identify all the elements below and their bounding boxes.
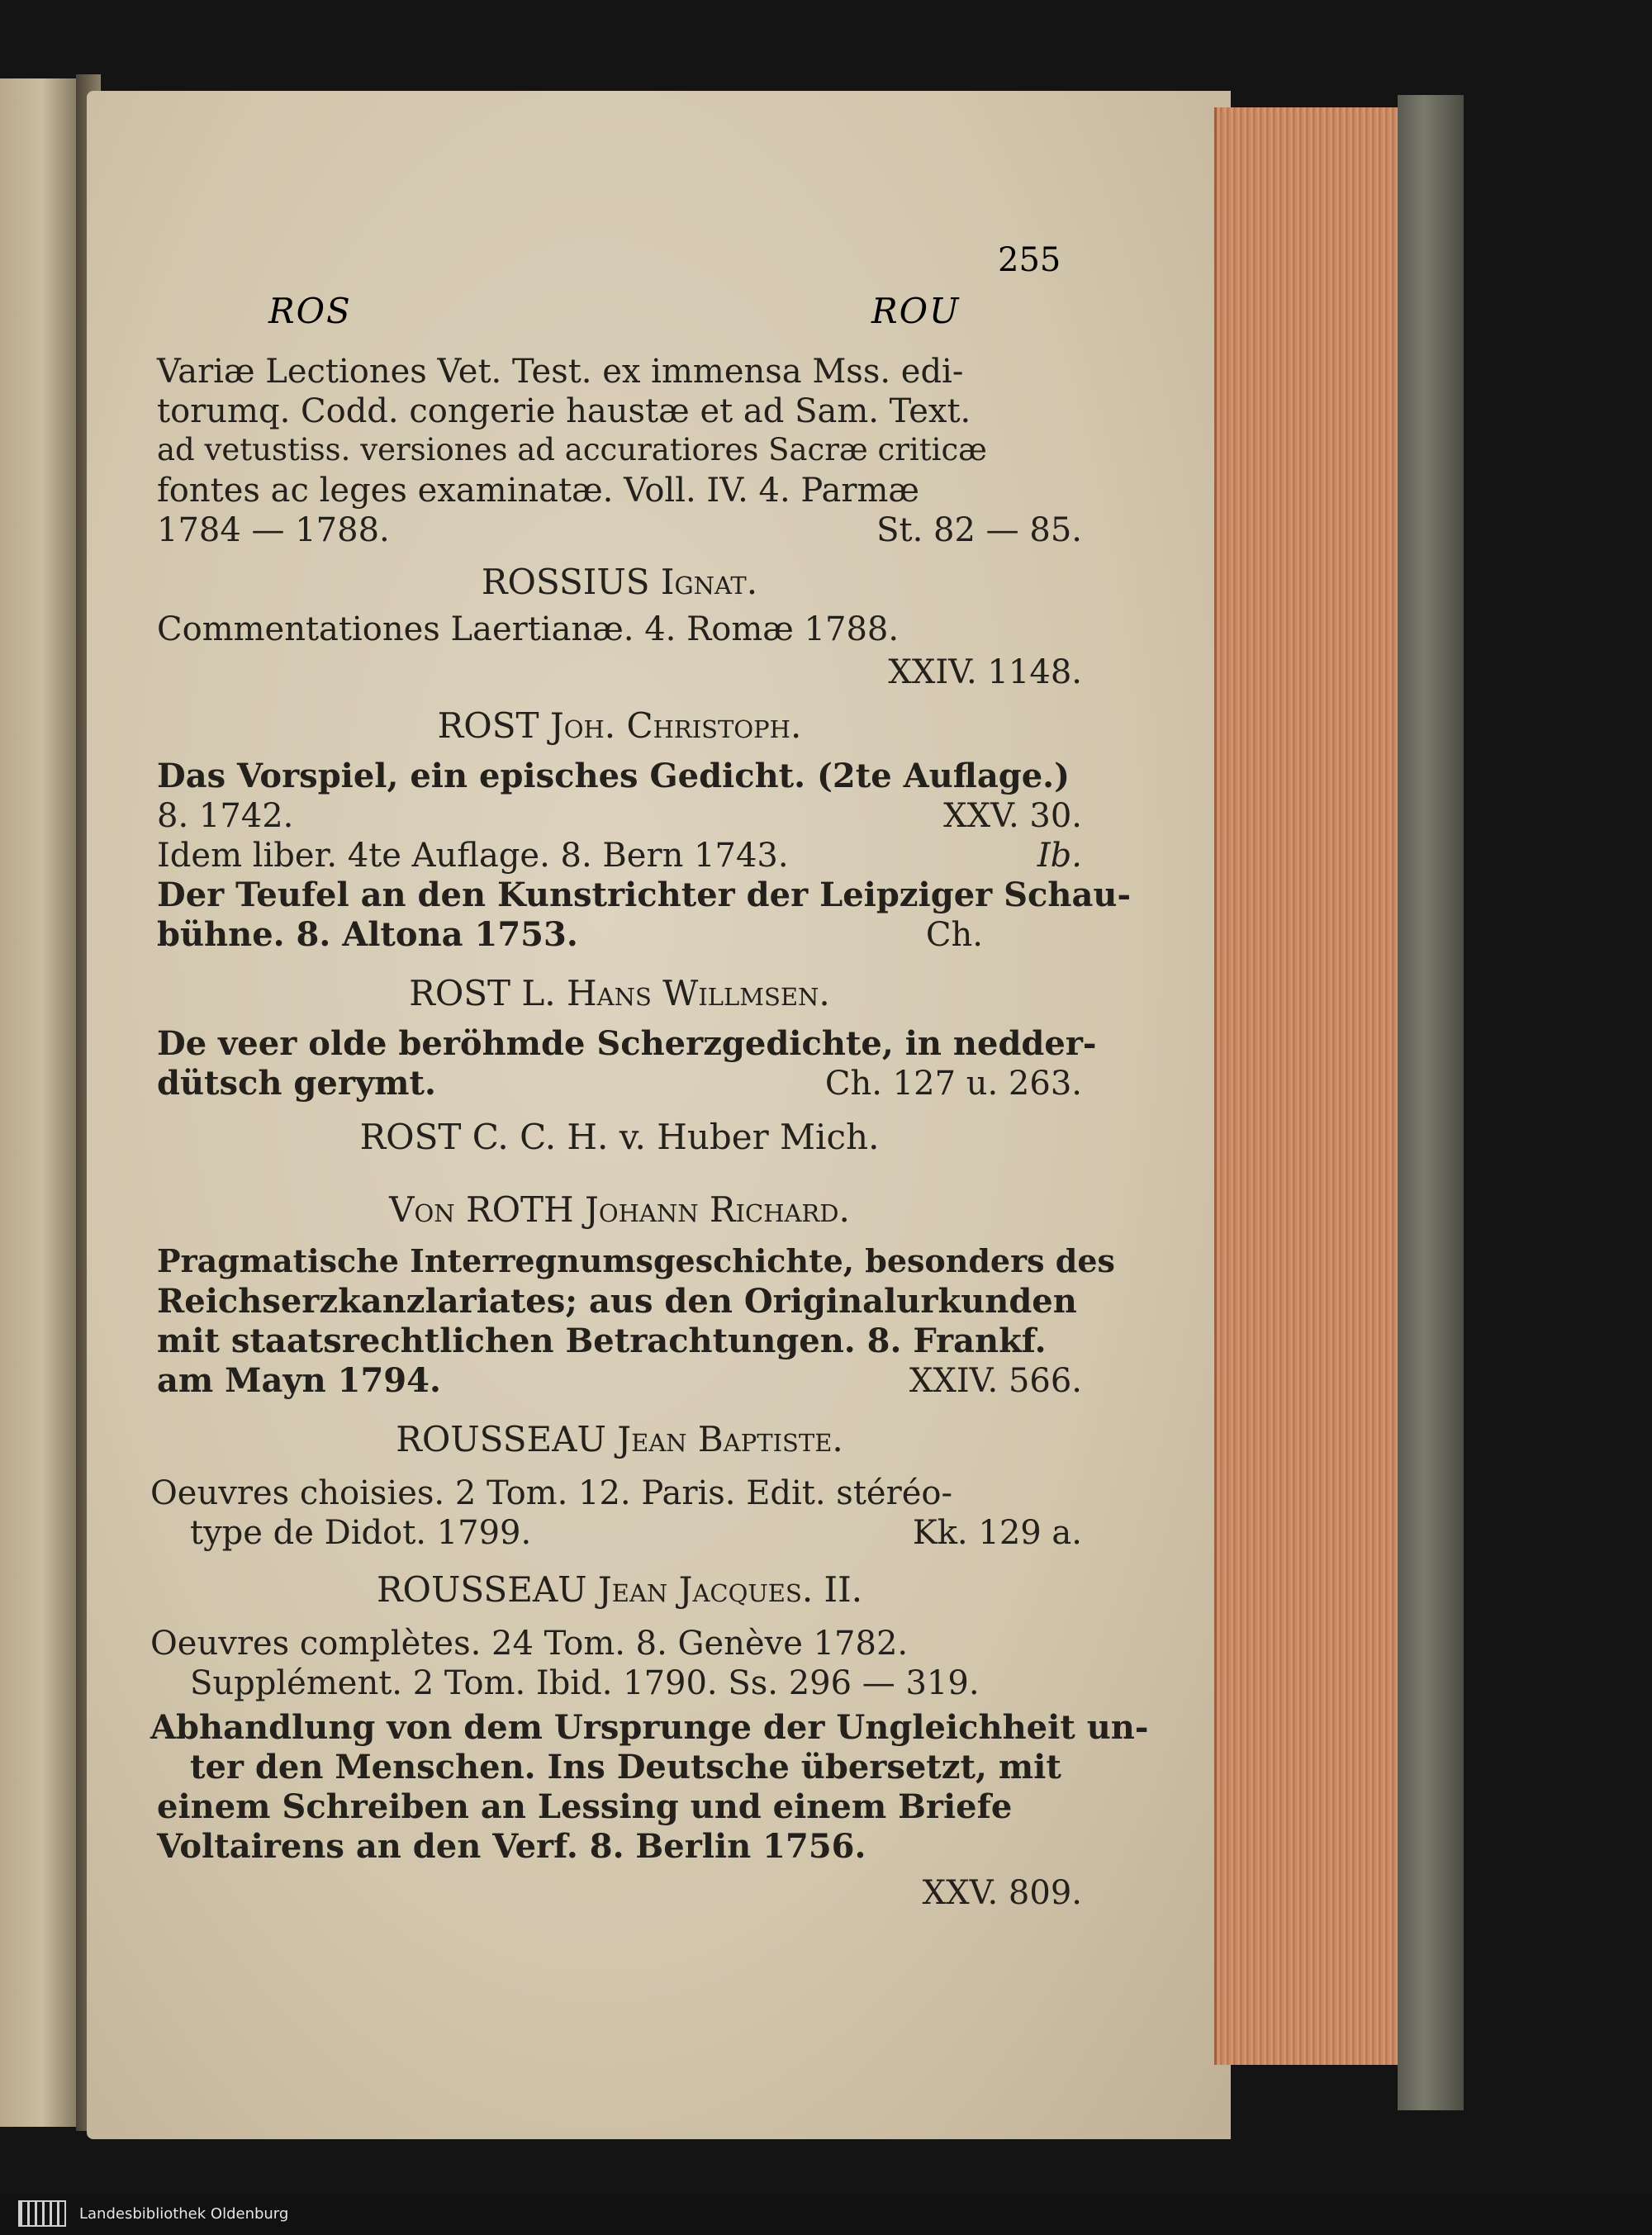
entry-line-right: Ch. 127 u. 263. <box>824 1065 1082 1103</box>
entry-line: torumq. Codd. congerie haustæ et ad Sam. Text. <box>157 392 971 430</box>
entry-line: mit staatsrechtlichen Betrachtungen. 8. Frankf. <box>157 1322 1047 1360</box>
running-head-left: ROS <box>268 291 352 331</box>
author-heading: Von ROTH Johann Richard. <box>389 1189 850 1230</box>
entry-line-right: XXV. 809. <box>922 1874 1082 1912</box>
entry-line: einem Schreiben an Lessing und einem Briefe <box>157 1787 1013 1826</box>
entry-line-left: Idem liber. 4te Auflage. 8. Bern 1743. <box>157 837 789 875</box>
entry-line-right: XXIV. 1148. <box>888 653 1082 691</box>
entry-line: Supplément. 2 Tom. Ibid. 1790. Ss. 296 — 319. <box>190 1664 980 1702</box>
entry-line-left: bühne. 8. Altona 1753. <box>157 915 578 954</box>
entry-line-left: 1784 — 1788. <box>157 511 390 549</box>
running-head-right: ROU <box>871 291 961 331</box>
entry-line: De veer olde beröhmde Scherzgedichte, in nedder- <box>157 1024 1097 1063</box>
author-heading: ROSSIUS Ignat. <box>481 562 758 602</box>
entry-line: Commentationes Laertianæ. 4. Romæ 1788. <box>157 610 900 648</box>
entry-line-right: Ib. <box>1037 837 1082 875</box>
entry-line-right: Kk. 129 a. <box>912 1514 1082 1552</box>
library-name: Landesbibliothek Oldenburg <box>79 2205 289 2223</box>
entry-line: Oeuvres choisies. 2 Tom. 12. Paris. Edit. stéréo- <box>150 1474 952 1512</box>
author-heading: ROUSSEAU Jean Jacques. II. <box>376 1569 863 1610</box>
book-cover <box>1398 95 1464 2110</box>
entry-line: Oeuvres complètes. 24 Tom. 8. Genève 1782. <box>150 1625 909 1663</box>
entry-line-left: 8. 1742. <box>157 797 294 835</box>
entry-line-left: type de Didot. 1799. <box>190 1514 532 1552</box>
page-number: 255 <box>998 241 1061 279</box>
page-block-edge <box>1214 107 1400 2065</box>
entry-line-right: XXV. 30. <box>943 797 1082 835</box>
entry-line-right: Ch. <box>925 916 983 954</box>
library-footer <box>0 2194 1652 2235</box>
entry-line-right: XXIV. 566. <box>909 1362 1082 1400</box>
entry-line: Abhandlung von dem Ursprunge der Ungleichheit un- <box>150 1708 1149 1747</box>
entry-line-left: am Mayn 1794. <box>157 1361 441 1400</box>
entry-line: ad vetustiss. versiones ad accuratiores Sacræ criticæ <box>157 432 987 467</box>
entry-line-right: St. 82 — 85. <box>876 511 1082 549</box>
entry-line: Das Vorspiel, ein episches Gedicht. (2te Auflage.) <box>157 757 1070 795</box>
author-heading: ROST Joh. Christoph. <box>437 705 802 746</box>
author-heading: ROST C. C. H. v. Huber Mich. <box>359 1117 880 1157</box>
left-page-edge <box>0 78 76 2127</box>
entry-line: Variæ Lectiones Vet. Test. ex immensa Mss. edi- <box>157 353 964 391</box>
author-heading: ROUSSEAU Jean Baptiste. <box>396 1419 843 1459</box>
entry-line: Pragmatische Interregnumsgeschichte, besonders des <box>157 1242 1115 1279</box>
entry-line-left: dütsch gerymt. <box>157 1064 436 1103</box>
entry-line: ter den Menschen. Ins Deutsche übersetzt, mit <box>190 1748 1061 1787</box>
entry-line: Reichserzkanzlariates; aus den Originalurkunden <box>157 1282 1077 1321</box>
library-building-icon <box>18 2200 66 2227</box>
entry-line: fontes ac leges examinatæ. Voll. IV. 4. Parmæ <box>157 472 920 510</box>
entry-line: Der Teufel an den Kunstrichter der Leipziger Schau- <box>157 875 1132 914</box>
entry-line: Voltairens an den Verf. 8. Berlin 1756. <box>157 1827 866 1866</box>
author-heading: ROST L. Hans Willmsen. <box>409 973 830 1013</box>
